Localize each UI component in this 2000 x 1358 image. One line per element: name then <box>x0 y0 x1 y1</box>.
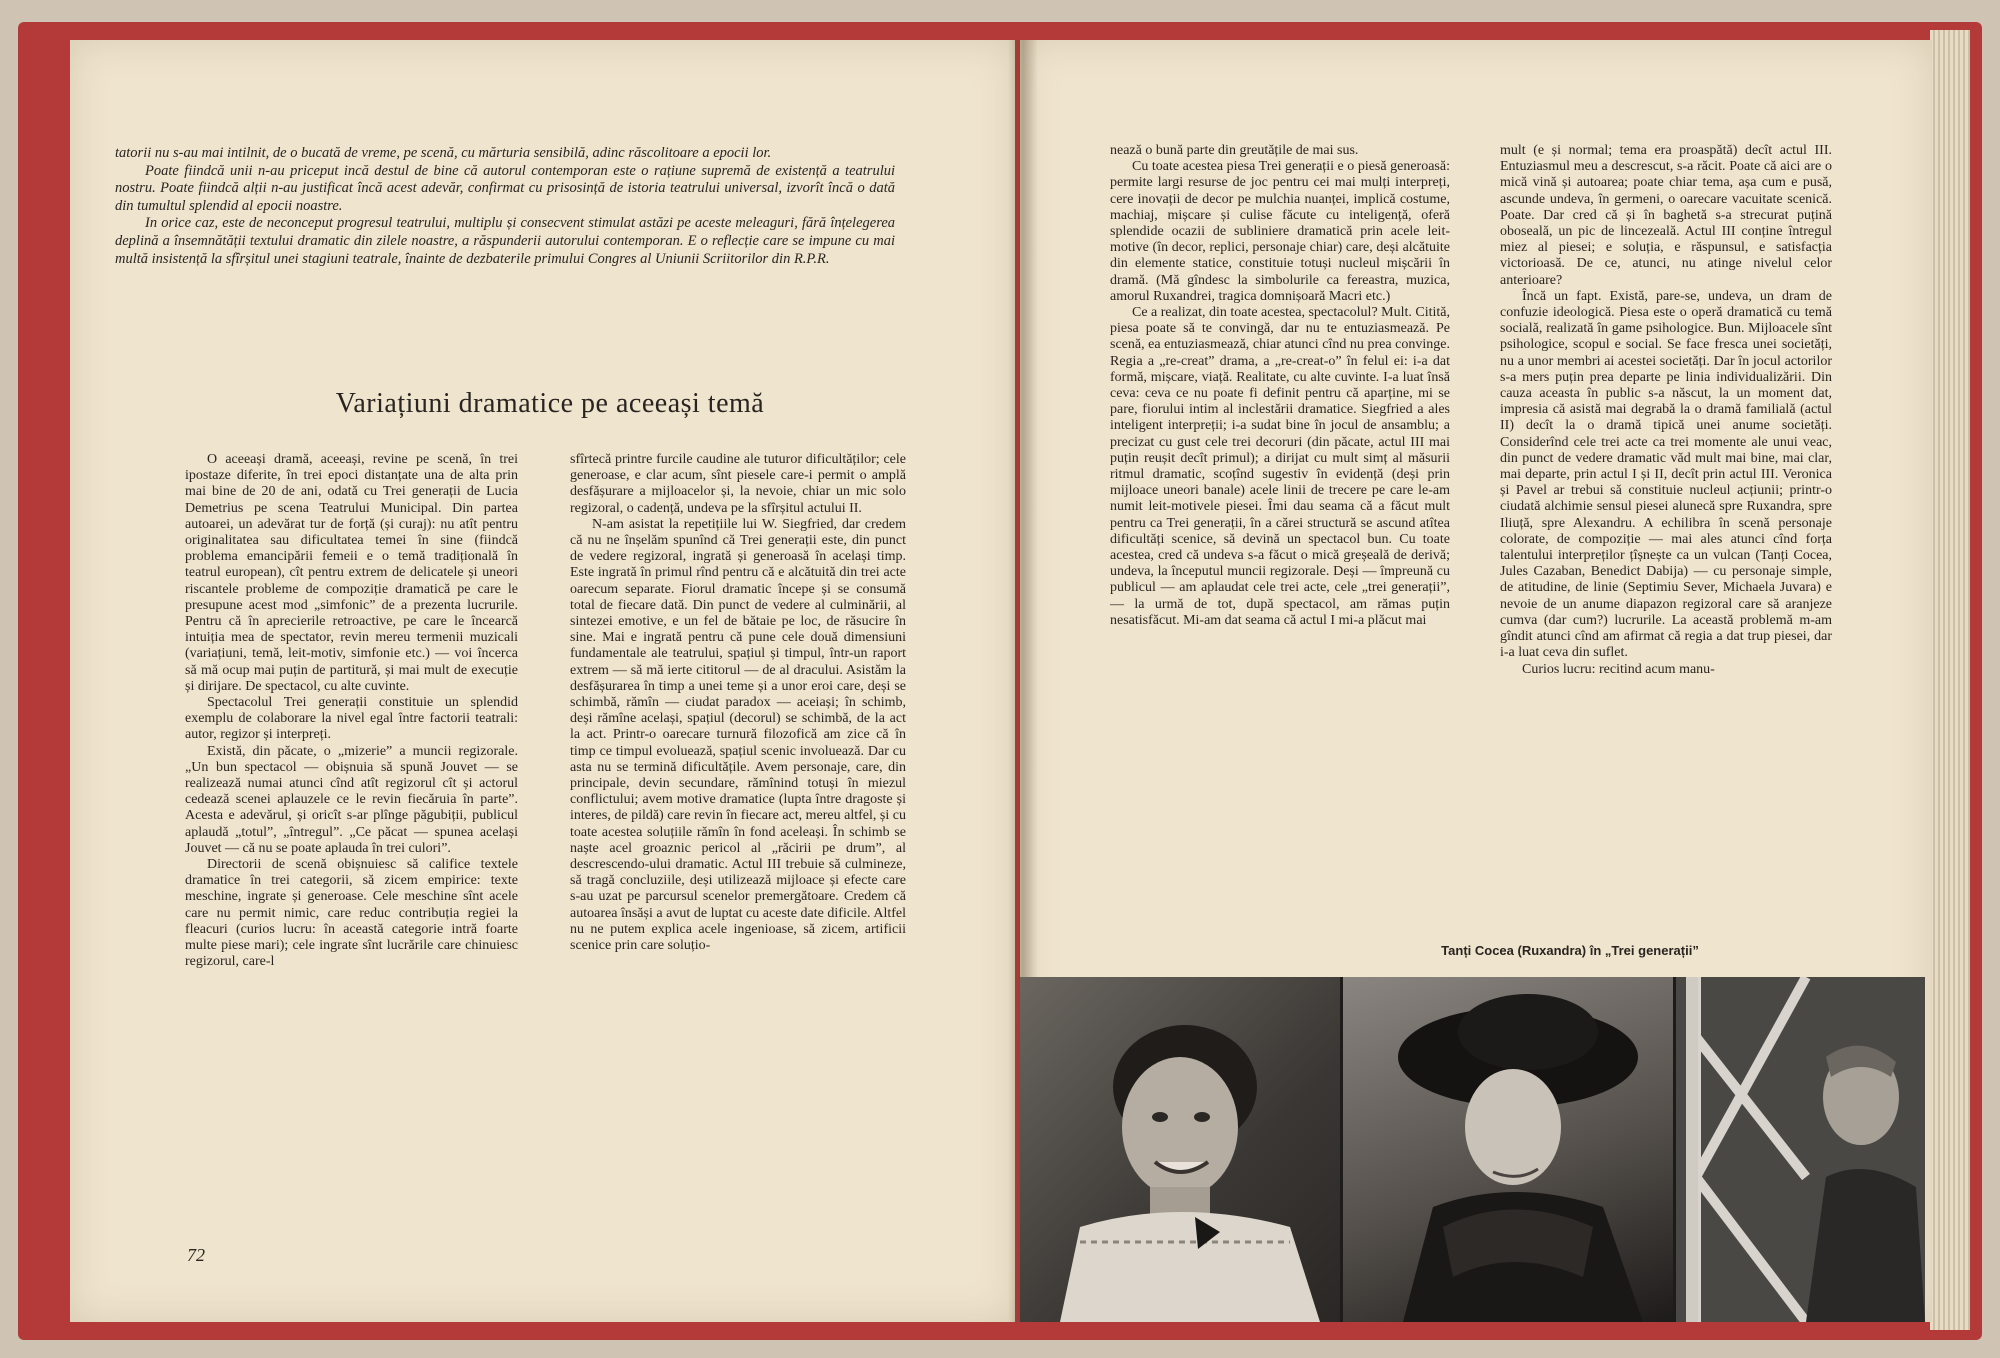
paragraph: sfîrtecă printre furcile caudine ale tuturor dificultăților; cele generoase, e clar acum, sînt piesele care-i permit o amplă desfășurare a mijloacelor și, la nevoie, chiar un mic solo regizoral, o cadență, undeva pe la sfîrșitul actului II. <box>570 452 906 516</box>
paragraph: mult (e și normal; tema era proaspătă) decît actul III. Entuziasmul meu a descrescut, s-a răcit. Poate că aici are o mică vină și autoarea; poate chiar tema, așa cum e pusă, ascunde undeva, în germeni, o oarecare vacuitate scenică. Poate. Dar cred că și în baghetă s-a strecurat puțină oboseală, un pic de lincezeală. Actul III conține întregul miez al piesei; e soluția, e răspunsul, e satisfacția victorioasă. De ce, atunci, nu atinge nivelul celor anterioare? <box>1500 143 1832 288</box>
paragraph: Există, din păcate, o „mizerie” a muncii regizorale. „Un bun spectacol — obișnuia să spună Jouvet — se realizează numai atunci cînd atît regizorul cît și actorul cedează scenei aplauzele ce le revin fiecăruia în parte”. Acesta e adevărul, și oricît s-ar plînge păgubiții, publicul aplaudă „totul”, „întregul”. „Ce păcat — spunea același Jouvet — că nu se poate aplauda în trei culori”. <box>185 743 518 856</box>
paragraph: Curios lucru: recitind acum manu- <box>1522 661 1715 677</box>
article-column-4 <box>1500 143 1832 678</box>
photo-strip <box>1020 977 1925 1322</box>
paragraph: N-am asistat la repetițiile lui W. Siegfried, dar credem că nu ne înșelăm spunînd că Trei generații este, din punct de vedere regizoral, ingrată și generoasă în același timp. Este ingrată în primul rînd pentru că e alcătuită din trei acte oarecum separate. Fiorul dramatic începe și se consumă total de fiecare dată. Din punct de vedere al culminării, al sintezei emotive, e un fel de bătaie pe loc, de răsucire în sine. Mai e ingrată pentru că pune cele două dimensiuni fundamentale ale teatrului, spațiul și timpul, într-un raport extrem — să mă ierte cititorul — de al dracului. Asistăm la desfășurarea în timp a unei teme și a unor eroi care, deși se schimbă, rămîn — ciudat paradox — aceiași; în schimb, deși rămîne același, spațiul (decorul) se schimbă, de la act la act. Printr-o oarecare turnură filozofică am zice că în timp ce timpul evoluează, spațiul scenic involuează. Dar cu asta nu se termină dificultățile. Avem personaje, care, din principale, devin secundare, rămînind totuși în miezul conflictului; avem motive dramatice (lupta între dragoste și interes, de pildă) care revin în fiecare act, mereu altfel, și cu toate acestea soluțiile rămîn în fond aceleași. În schimb se naște acel groaznic pericol al „răcirii pe drum”, al descrescendo-ului dramatic. Actul III trebuie să culmineze, să tragă concluziile, deși utilizează mijloace și efecte care s-au uzat pe parcursul scenelor premergătoare. Credem că autoarea însăși a avut de luptat cu aceste date dificile. Altfel nu ne putem explica acele ingenioase, să zicem, artificii scenice prin care soluțio- <box>570 516 906 954</box>
page-edges <box>1930 30 1970 1330</box>
article-column-1 <box>185 452 518 971</box>
photo-ruxandra-hat <box>1343 977 1673 1322</box>
paragraph: Încă un fapt. Există, pare-se, undeva, un dram de confuzie ideologică. Piesa este o operă dramatică cu temă socială, realizată în game psihologice. Bun. Mijloacele sînt psihologice, scopul e social. Se face fresca unei societăți, nu a unor membri ai acestei societăți. Dar în jocul actorilor s-a mers puțin prea departe pe linia individualizării. Din cauza aceasta în public s-a născut, la un moment dat, impresia că asistă mai degrabă la o dramă familială (actul II) decît la o dramă tipică unei anume societăți. Considerînd cele trei acte ca trei momente ale unui veac, din punct de vedere dramatic văd mult mai bine, mai clar, mai departe, prin actul I și II, decît prin actul III. Veronica și Pavel ar trebui să constituie nucleul acțiunii; printr-o ciudată alchimie sensul piesei alunecă spre Ruxandra, spre Iliuță, spre Alexandru. A echilibra în scenă personaje colorate, de compoziție — mai ales atunci cînd forța talentului interpreților țîșnește ca un vulcan (Tanți Cocea, Jules Cazaban, Benedict Dabija) — cu personaje simple, de atitudine, de linie (Septimiu Sever, Michaela Juvara) e nevoie de un anume diapazon regizoral care să aranjeze cumva (dar cum?) lucrurile. La această problemă m-am gîndit atunci cînd am afirmat că regia a dat trup piesei, dar i-a luat ceva din suflet. <box>1500 288 1832 661</box>
article-column-2 <box>570 452 906 954</box>
intro-paragraph: Poate fiindcă unii n-au priceput incă destul de bine că autorul contemporan este o rațiune supremă de existență a teatrului nostru. Poate fiindcă alții n-au justificat încă acest adevăr, confirmat cu prisosință de istoria teatrului universal, izvorît încă o dată din tumultul splendid al epocii noastre. <box>115 162 895 214</box>
intro-paragraph: tatorii nu s-au mai intilnit, de o bucată de vreme, pe scenă, cu mărturia sensibilă, adinc răscolitoare a epocii lor. <box>115 145 772 161</box>
page-number: 72 <box>187 1245 205 1265</box>
paragraph: O aceeași dramă, aceeași, revine pe scenă, în trei ipostaze diferite, în trei epoci distanțate una de alta prin mai bine de 20 de ani, odată cu Trei generații de Lucia Demetrius pe scena Teatrului Municipal. Din partea autoarei, un adevărat tur de forță (și curaj): nu atît pentru originalitatea sau dificultatea temei în sine (fiindcă problema emancipării femeii e o temă tradițională în teatrul european), cît pentru extrem de delicatele și uneori riscantele probleme de compoziție dramatică pe care le presupune acest mod „simfonic” de a prezenta lucrurile. Pentru că în aprecierile retroactive, pe care le încearcă intuiția mea de spectator, revin mereu termenii muzicali (variațiuni, temă, leit-motiv, simfonie etc.) — voi încerca să mă ocup mai puțin de partitură, și mai mult de execuție și dirijare. De spectacol, cu alte cuvinte. <box>185 452 518 694</box>
photo-caption: Tanți Cocea (Ruxandra) în „Trei generații” <box>1441 943 1699 958</box>
paragraph: nează o bună parte din greutățile de mai sus. <box>1110 143 1359 158</box>
paragraph: Ce a realizat, din toate acestea, spectacolul? Mult. Citită, piesa poate să te convingă, dar nu te entuziasmează. Pe scenă, ea entuziasmează, chiar atunci cînd nu prea convinge. Regia a „re-creat” drama, a „re-creat-o” în felul ei: i-a dat formă, mișcare, viață. Realitate, cu alte cuvinte. I-a luat însă ceva: ceva ce nu poate fi definit pentru că aparține, mi se pare, fiorului intim al inclestării dramatice. Siegfried a ales inteligent interpreții; i-a sudat bine în jocul de ansamblu; a precizat cu gust cele trei decoruri (din păcate, actul III mai puțin reușit decît primul); a dirijat cu mult simț al măsurii ritmul dramatic, scoțînd sugestiv în evidență (deși prin mijloace uneori banale) acele linii de trecere pe care le-am numit leit-motivele piesei. Îmi dau seama că a făcut mult pentru ca Trei generații, în a cărei structură se ascund atîtea dificultăți scenice, să devină un spectacol bun. Cu toate acestea, cred că undeva s-a făcut o mică greșeală de derivă; undeva, la începutul muncii regizorale. Deși — împreună cu publicul — am aplaudat cele trei acte, cele „trei generații”, — la urmă de tot, după spectacol, am rămas puțin nesatisfăcut. Mi-am dat seama că actul I mi-a plăcut mai <box>1110 305 1450 628</box>
article-column-3 <box>1110 143 1450 629</box>
portrait-illustration <box>1020 977 1340 1322</box>
paragraph: Cu toate acestea piesa Trei generații e o piesă generoasă: permite largi resurse de joc pentru cei mai mulți interpreți, cere inovații de decor pe mulchia nuanței, implică costume, machiaj, mișcare și culise făcute cu inteligență, oferă splendide ocazii de subliniere dramatică prin acele leit-motive (în decor, replici, personaje chiar) care, deși alcătuite din elemente statice, constituie totuși nucleul mișcării în dramă. (Mă gîndesc la simbolurile ca fereastra, muzica, amorul Ruxandrei, tragica domnișoară Macri etc.) <box>1110 159 1450 304</box>
window-illustration <box>1676 977 1925 1322</box>
intro-text <box>115 145 895 268</box>
intro-paragraph: In orice caz, este de neconceput progresul teatrului, multiplu și consecvent stimulat astăzi pe aceste meleaguri, fără înțelegerea deplină a însemnătății textului dramatic din zilele noastre, a răspunderii autorului contemporan. E o reflecție care se impune cu mai multă insistență la sfîrșitul unei stagiuni teatrale, înainte de dezbaterile primului Congres al Uniunii Scriitorilor din R.P.R. <box>115 215 895 267</box>
article-title: Variațiuni dramatice pe aceeași temă <box>335 388 765 419</box>
portrait-illustration <box>1343 977 1673 1322</box>
paragraph: Spectacolul Trei generații constituie un splendid exemplu de colaborare la nivel egal între factorii teatrali: autor, regizor și interpreți. <box>185 695 518 743</box>
photo-window-scene <box>1676 977 1925 1322</box>
photo-young-ruxandra <box>1020 977 1340 1322</box>
paragraph: Directorii de scenă obișnuiesc să califice textele dramatice în trei categorii, să zicem empirice: texte meschine, ingrate și generoase. Cele meschine sînt acele care nu permit nimic, care reduc contribuția regiei la fleacuri (curios lucru: în această categorie intră foarte multe piese mari); cele ingrate sînt lucrările care chinuiesc regizorul, care-l <box>185 857 518 970</box>
